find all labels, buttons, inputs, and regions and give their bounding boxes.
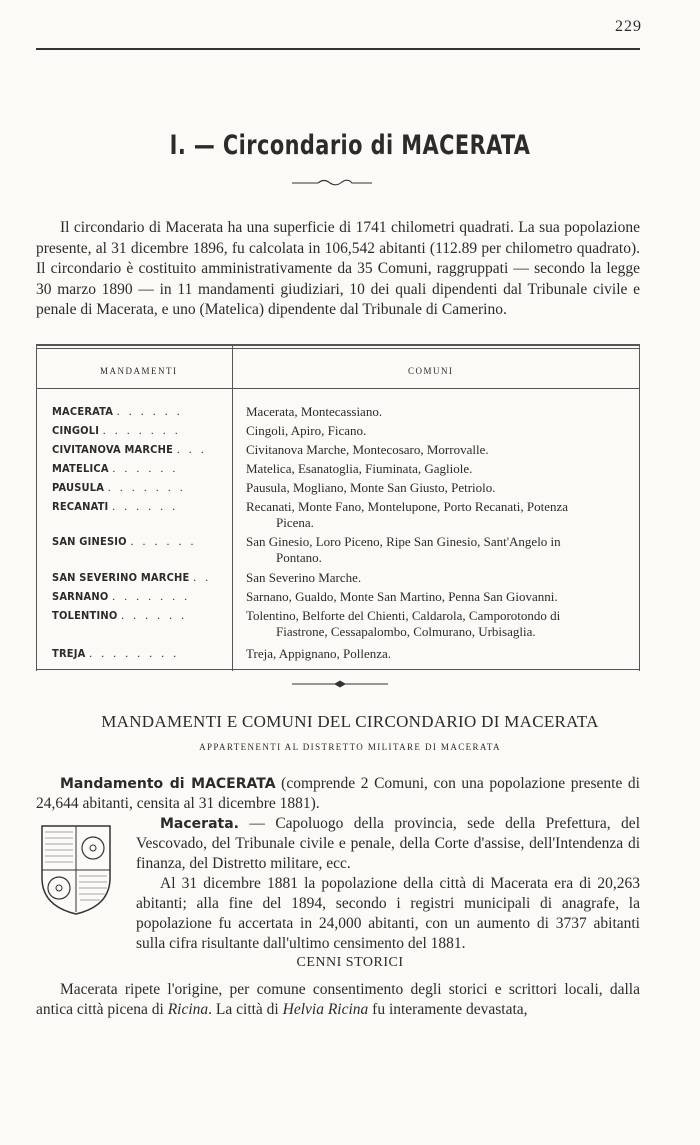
comuni-list: Tolentino, Belforte del Chienti, Caldarola, Camporotondo di Fiastrone, Cessapalombo, Colmurano, Urbisaglia. xyxy=(246,608,561,639)
mandamento-name: MACERATA . . . . . . xyxy=(52,404,183,418)
comuni-list: Recanati, Monte Fano, Montelupone, Porto Recanati, Potenza Picena. xyxy=(246,499,569,530)
title-flourish xyxy=(290,176,374,188)
table-top-rule xyxy=(36,344,640,346)
page-number: 229 xyxy=(615,18,642,35)
comuni-list: Matelica, Esanatoglia, Fiuminata, Gagliole. xyxy=(246,461,473,476)
mandamento-label: Mandamento di MACERATA xyxy=(60,776,276,792)
comuni-list: San Ginesio, Loro Piceno, Ripe San Ginesio, Sant'Angelo in Pontano. xyxy=(246,534,561,565)
section-subtitle: APPARTENENTI AL DISTRETTO MILITARE DI MACERATA xyxy=(199,742,501,752)
mandamenti-table xyxy=(36,344,640,671)
mandamento-paragraph: Mandamento di MACERATA (comprende 2 Comuni, con una popolazione presente di 24,644 abitanti, censita al 31 dicembre 1881). xyxy=(36,775,640,812)
comuni-list: Sarnano, Gualdo, Monte San Martino, Penna San Giovanni. xyxy=(246,589,558,604)
table-left-border xyxy=(36,344,37,671)
intro-paragraph: Il circondario di Macerata ha una superficie di 1741 chilometri quadrati. La sua popolazione presente, al 31 dicembre 1896, fu calcolata in 106,542 abitanti (112.89 per chilometro quadrato). Il circondario è costituito amministrativamente da 35 Comuni, raggruppati — secondo la legge 30 marzo 1890 — in 11 mandamenti giudiziari, 10 dei quali dipendenti dal Tribunale civile e penale di Macerata, e uno (Matelica) dipendente dal Tribunale di Camerino. xyxy=(36,219,640,318)
table-header-rule xyxy=(36,388,640,389)
table-top-rule-thin xyxy=(36,348,640,349)
page-title: I. — Circondario di MACERATA xyxy=(169,130,531,161)
mandamento-name: SARNANO . . . . . . . xyxy=(52,589,191,603)
cenni-storici-paragraph: Macerata ripete l'origine, per comune consentimento degli storici e scrittori locali, dalla antica città picena di Ricina. La città di Helvia Ricina fu interamente devastata, xyxy=(36,981,640,1018)
mandamento-name: CINGOLI . . . . . . . xyxy=(52,423,181,437)
header-mandamenti: MANDAMENTI xyxy=(100,366,178,376)
comuni-list: Treja, Appignano, Pollenza. xyxy=(246,646,392,661)
header-comuni: COMUNI xyxy=(408,366,454,376)
mandamento-name: SAN SEVERINO MARCHE . . xyxy=(52,570,212,584)
mandamento-name: TOLENTINO . . . . . . xyxy=(52,608,188,622)
macerata-label: Macerata. xyxy=(160,816,239,832)
mandamento-name: TREJA . . . . . . . . xyxy=(52,646,180,660)
mandamento-name: PAUSULA . . . . . . . xyxy=(52,480,186,494)
comuni-list: Pausula, Mogliano, Monte San Giusto, Petriolo. xyxy=(246,480,496,495)
cenni-storici-heading: CENNI STORICI xyxy=(296,955,404,970)
comuni-list: Civitanova Marche, Montecosaro, Morrovalle. xyxy=(246,442,489,457)
mandamento-name: RECANATI . . . . . . xyxy=(52,499,179,513)
table-right-border xyxy=(639,344,640,671)
population-paragraph: Al 31 dicembre 1881 la popolazione della città di Macerata era di 20,263 abitanti; alla fine del 1894, secondo i registri municipali di anagrafe, la popolazione fu accertata in 24,000 abitanti, con un aumento di 3737 abitanti sulla cifra risultante dall'ultimo censimento del 1881. xyxy=(136,875,640,952)
comuni-list: San Severino Marche. xyxy=(246,570,362,585)
header-rule xyxy=(36,48,640,50)
mandamento-name: CIVITANOVA MARCHE . . . xyxy=(52,442,207,456)
section-title: MANDAMENTI E COMUNI DEL CIRCONDARIO DI MACERATA xyxy=(101,712,599,731)
table-column-divider xyxy=(232,344,233,671)
mandamento-name: SAN GINESIO . . . . . . xyxy=(52,534,197,548)
macerata-coat-of-arms xyxy=(36,822,116,918)
comuni-list: Macerata, Montecassiano. xyxy=(246,404,383,419)
mandamento-name: MATELICA . . . . . . xyxy=(52,461,179,475)
table-bottom-rule xyxy=(36,669,640,670)
diamond-divider xyxy=(290,679,390,689)
macerata-paragraph: Macerata. — Capoluogo della provincia, sede della Prefettura, del Vescovado, del Tribunale civile e penale, della Corte d'assise, dell'Intendenza di finanza, del Distretto militare, ecc. xyxy=(136,815,640,872)
comuni-list: Cingoli, Apiro, Ficano. xyxy=(246,423,367,438)
